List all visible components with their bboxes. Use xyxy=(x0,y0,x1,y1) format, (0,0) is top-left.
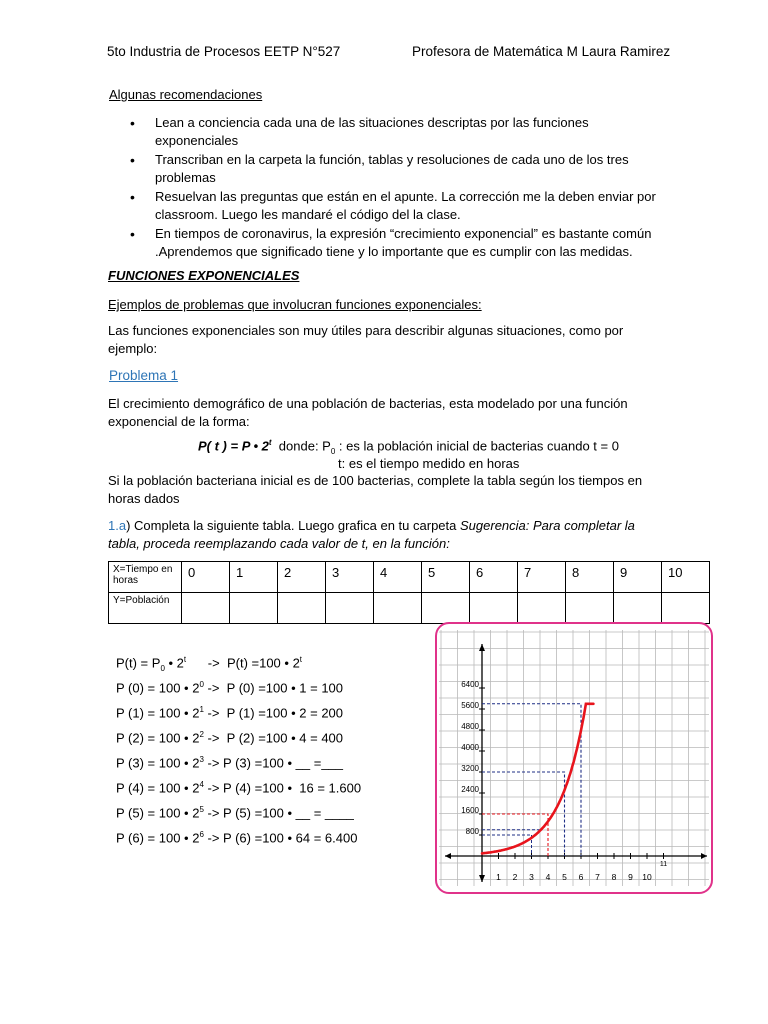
formula-line: P( t ) = P • 2$^t$ donde: $P_0$ : es la población inicial de bacterias cuando t = 0 xyxy=(198,438,619,456)
empty-cell[interactable] xyxy=(326,593,374,624)
y-tick-label: 2400 xyxy=(461,785,479,794)
recommendations-title: Algunas recomendaciones xyxy=(109,87,263,102)
x-tick-label: 8 xyxy=(611,872,617,882)
bullet-icon: • xyxy=(130,152,135,168)
problem-1-link[interactable]: Problema 1 xyxy=(109,368,179,383)
t-description: t: es el tiempo medido en horas xyxy=(338,456,520,471)
calc-line: P (5) = 100 • $2^5 -> P$ (5) =100 • __ = ____ xyxy=(116,805,354,821)
bullet-icon: • xyxy=(130,189,135,205)
calc-line: P (0) = 100 • $2^0 -> P$ (0) =100 • 1 = 100 xyxy=(116,680,344,696)
calc-line: P (2) = 100 • $2^2 -> P$ (2) =100 • 4 = 400 xyxy=(116,730,344,746)
empty-cell[interactable] xyxy=(230,593,278,624)
calc-line: $P(t) = P_0$ • 2$^t$ -> P(t) =100 • 2$^t$ xyxy=(116,655,303,673)
y-axis-arrow-icon xyxy=(479,644,485,651)
empty-cell[interactable] xyxy=(182,593,230,624)
section-title: FUNCIONES EXPONENCIALES xyxy=(108,268,300,283)
x-axis-arrow-icon xyxy=(701,853,707,859)
recommendations-list xyxy=(130,114,670,262)
empty-cell[interactable] xyxy=(566,593,614,624)
table-header-population: Y=Población xyxy=(109,593,182,624)
x-tick-label: 2 xyxy=(512,872,518,882)
table-row xyxy=(109,593,710,624)
empty-cell[interactable] xyxy=(662,593,710,624)
x-tick-label: 11 xyxy=(659,861,668,868)
y-tick-label: 1600 xyxy=(461,806,479,815)
bullet-icon: • xyxy=(130,226,135,242)
x-tick-label: 6 xyxy=(578,872,584,882)
x-tick-label: 1 xyxy=(496,872,501,882)
examples-title: Ejemplos de problemas que involucran funciones exponenciales: xyxy=(108,297,482,312)
list-item: • Transcriban en la carpeta la función, tablas y resoluciones de cada uno de los tres problemas xyxy=(130,152,629,185)
values-table xyxy=(108,561,710,624)
header-teacher: Profesora de Matemática M Laura Ramirez xyxy=(412,44,671,59)
list-item: • Resuelvan las preguntas que están en el apunte. La corrección me la deben enviar por classroom. Luego les mandaré el código del la clase. xyxy=(130,189,656,222)
list-item: • Lean a conciencia cada una de las situaciones descriptas por las funciones exponenciales xyxy=(130,115,589,148)
empty-cell[interactable] xyxy=(614,593,662,624)
header-school: 5to Industria de Procesos EETP N°527 xyxy=(107,44,341,59)
calc-line: P (6) = 100 • $2^6 -> P$ (6) =100 • 64 = 6.400 xyxy=(116,830,358,846)
y-tick-label: 5600 xyxy=(461,701,479,710)
x-tick-label: 7 xyxy=(595,872,600,882)
problem-1-text: El crecimiento demográfico de una población de bacterias, esta modelado por una función exponencial de la forma: xyxy=(108,396,628,429)
calc-line: P (1) = 100 • $2^1 -> P$ (1) =100 • 2 = 200 xyxy=(116,705,344,721)
list-item: • En tiempos de coronavirus, la expresión “crecimiento exponencial” es bastante común .Aprendemos que significado tiene y lo importante que es cumplir con las medidas. xyxy=(130,226,652,259)
x-tick-label: 4 xyxy=(545,872,551,882)
intro-text: Las funciones exponenciales son muy útiles para describir algunas situaciones, como por ejemplo: xyxy=(108,323,624,356)
empty-cell[interactable] xyxy=(518,593,566,624)
exponential-curve xyxy=(482,704,593,854)
y-tick-label: 4800 xyxy=(461,722,479,731)
y-tick-label: 6400 xyxy=(461,680,479,689)
empty-cell[interactable] xyxy=(470,593,518,624)
y-tick-label: 800 xyxy=(465,827,479,836)
x-tick-label: 10 xyxy=(642,872,652,882)
y-tick-label: 4000 xyxy=(461,743,479,752)
calc-line: P (4) = 100 • $2^4 -> P$ (4) =100 • 16 = 1.600 xyxy=(116,780,362,796)
table-header-time: X=Tiempo en horas xyxy=(109,562,182,593)
guide-line xyxy=(482,704,581,856)
question-1a: 1.a) Completa la siguiente tabla. Luego grafica en tu carpeta Sugerencia: Para completar la tabla, proceda reemplazando cada valor de t, en la función: xyxy=(108,518,635,551)
x-tick-label: 9 xyxy=(628,872,633,882)
exponential-graph xyxy=(437,624,711,892)
x-tick-label: 3 xyxy=(529,872,534,882)
graph-frame xyxy=(435,622,713,894)
empty-cell[interactable] xyxy=(278,593,326,624)
x-tick-label: 5 xyxy=(562,872,567,882)
initial-population-text: Si la población bacteriana inicial es de 100 bacterias, complete la tabla según los tiempos en horas dados xyxy=(108,473,643,506)
calc-line: P (3) = 100 • $2^3 -> P$ (3) =100 • __ =___ xyxy=(116,755,344,771)
x-axis-arrow-icon xyxy=(445,853,451,859)
empty-cell[interactable] xyxy=(374,593,422,624)
y-axis-arrow-icon xyxy=(479,875,485,882)
y-tick-label: 3200 xyxy=(461,764,479,773)
empty-cell[interactable] xyxy=(422,593,470,624)
bullet-icon: • xyxy=(130,115,135,131)
table-row: X=Tiempo en horas 0 1 2 3 4 5 6 7 8 9 10 xyxy=(109,562,710,593)
